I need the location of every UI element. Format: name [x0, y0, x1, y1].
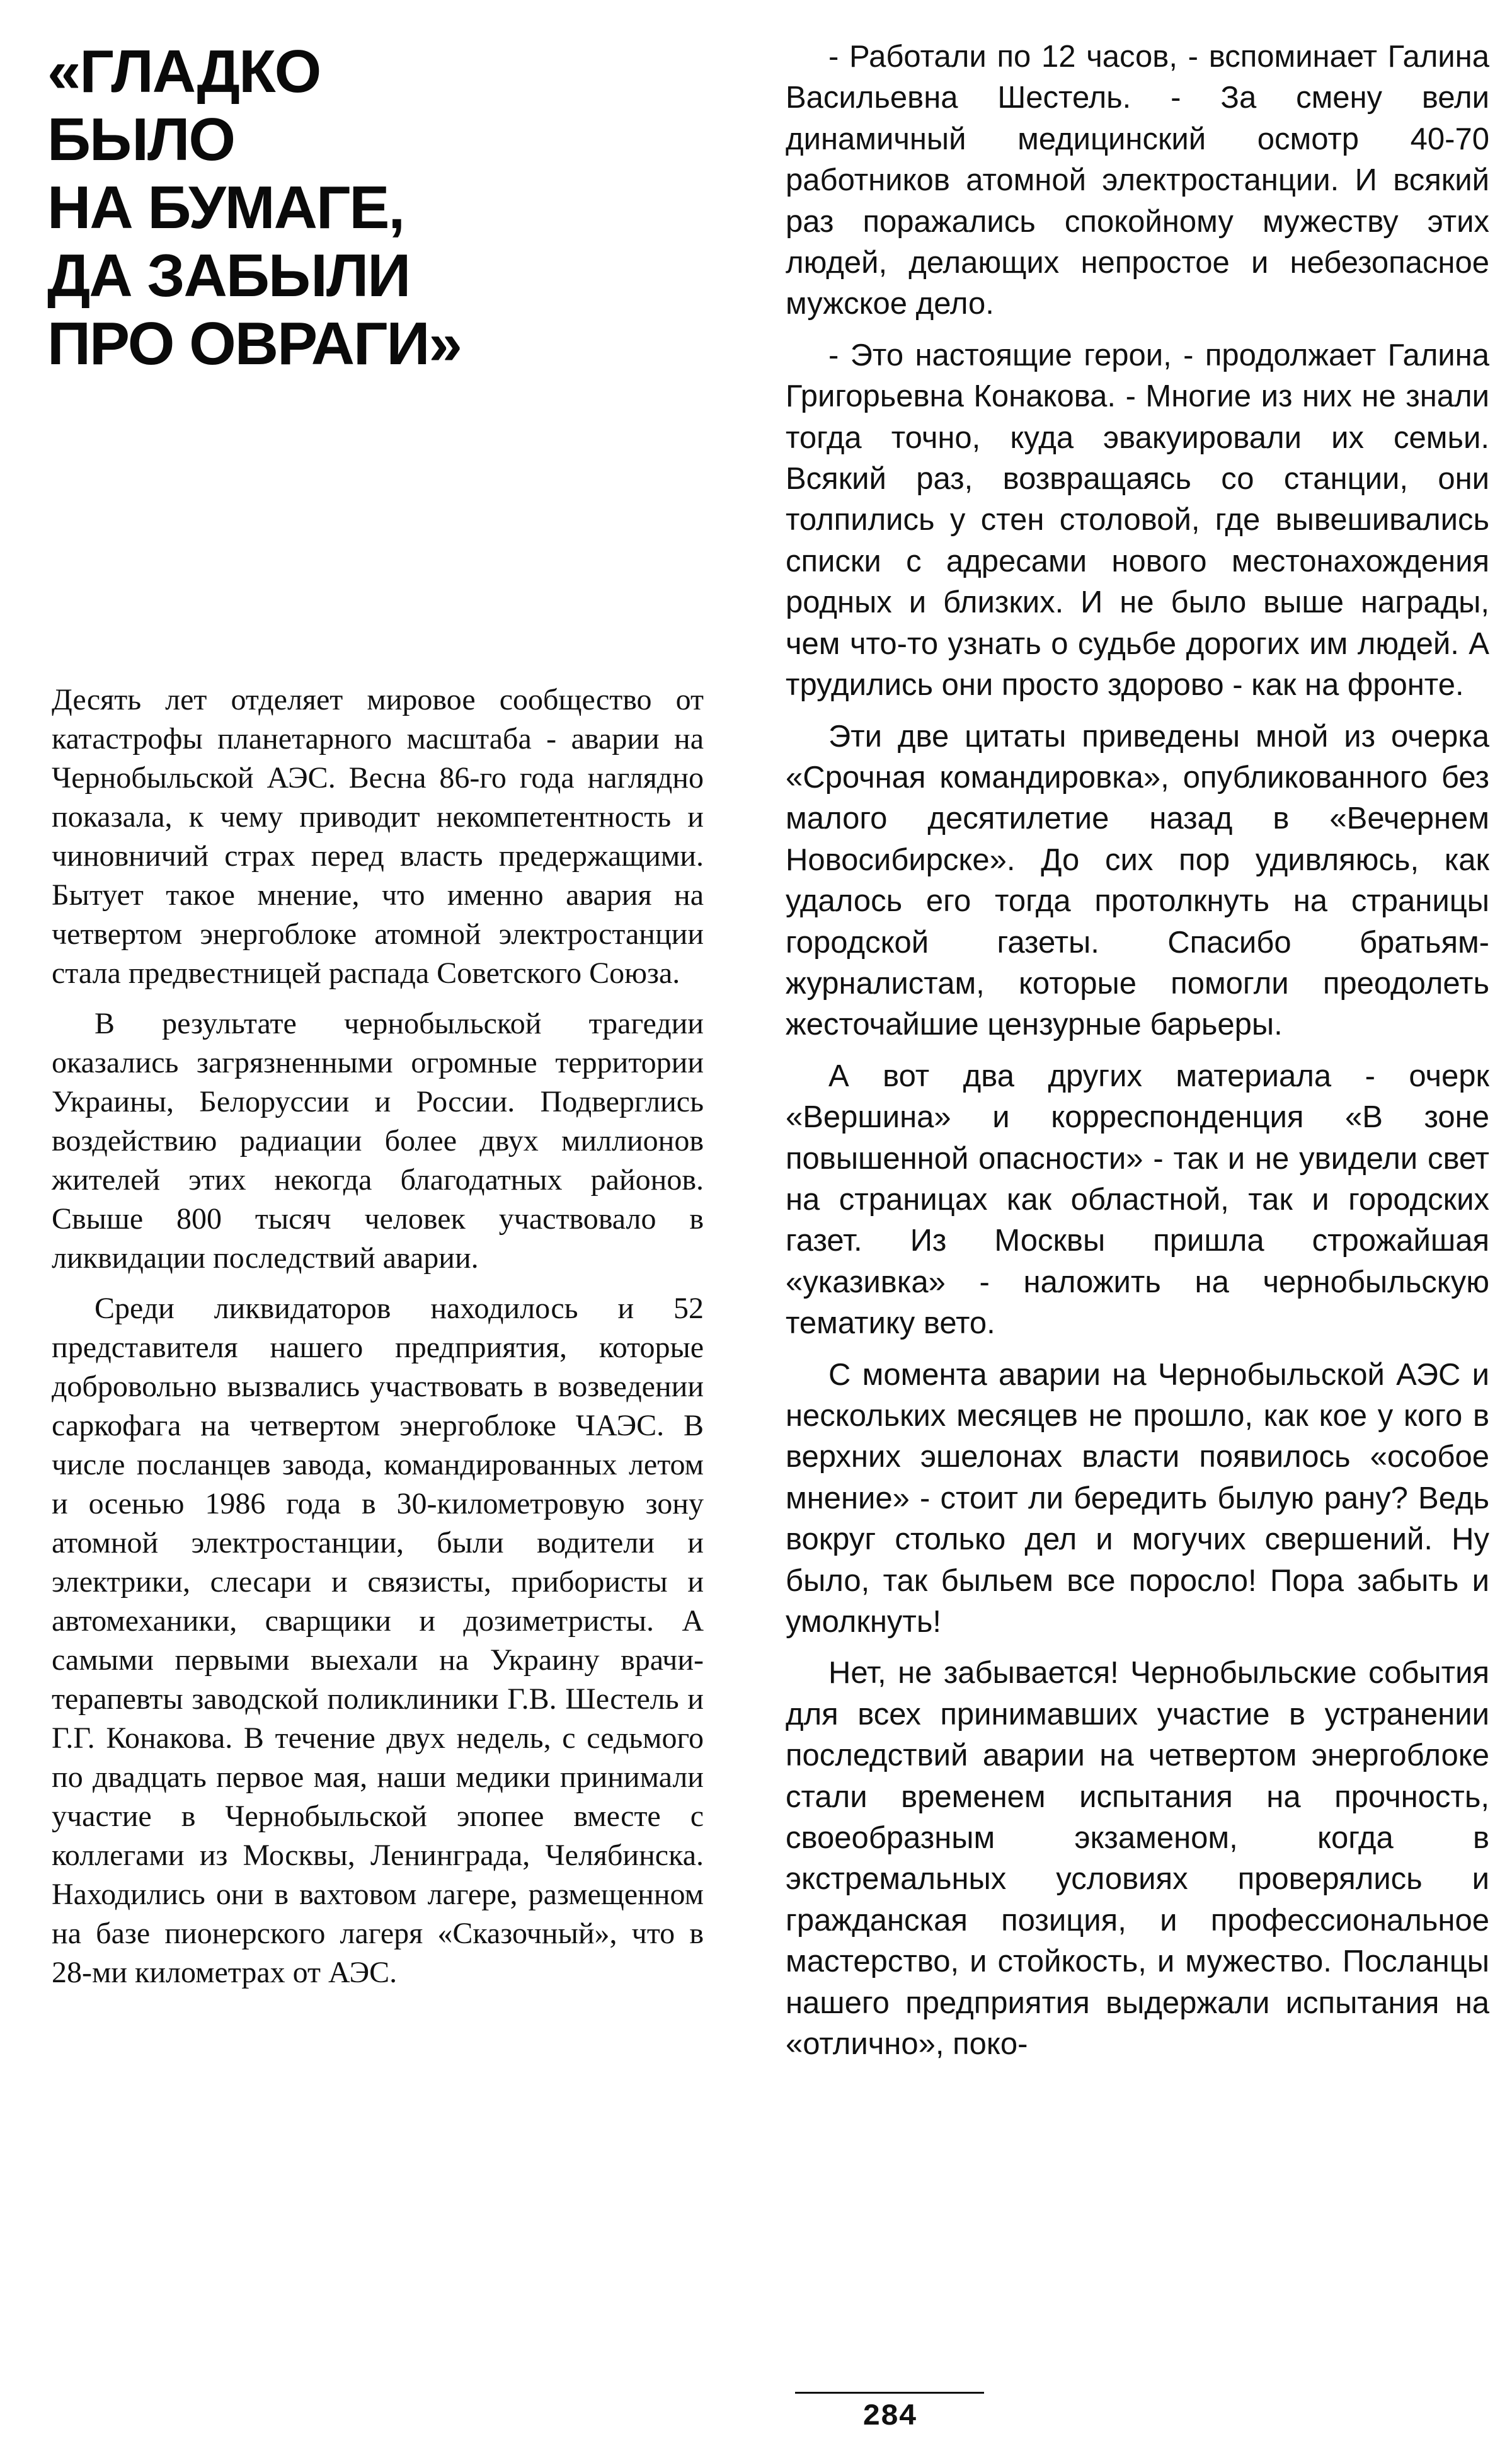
paragraph: - Работали по 12 часов, - вспоминает Галина Васильевна Шестель. - За смену вели динамичный медицинский осмотр 40-70 работников атомной электростанции. И всякий раз поражались спокойному мужеству этих людей, делающих непростое и небезопасное мужское дело. [786, 40, 1489, 321]
page-number: 284 [862, 2400, 917, 2434]
title-line: «ГЛАДКО [47, 38, 321, 105]
title-line: НА БУМАГЕ, [47, 174, 404, 241]
paragraph: А вот два других материала - очерк «Вершина» и корреспонденция «В зоне повышенной опасности» - так и не увидели свет на страницах как областной, так и городских газет. Из Москвы пришла строжайшая «указивка» - наложить на чернобыльскую тематику вето. [786, 1059, 1489, 1341]
paragraph: - Это настоящие герои, - продолжает Галина Григорьевна Конакова. - Многие из них не знали тогда точно, куда эвакуировали их семьи. Всякий раз, возвращаясь со станции, они толпились у стен столовой, где вывешивались списки с адресами нового местонахождения родных и близких. И не было выше награды, чем что-то узнать о судьбе дорогих им людей. А трудились они просто здорово - как на фронте. [786, 338, 1489, 703]
paragraph: В результате чернобыльской трагедии оказались загрязненными огромные территории Украины, Белоруссии и России. Подверглись воздействию радиации более двух миллионов жителей этих некогда благодатных районов. Свыше 800 тысяч человек участвовало в ликвидации последствий аварии. [52, 1007, 704, 1275]
paragraph: Эти две цитаты приведены мной из очерка «Срочная командировка», опубликованного без малого десятилетие назад в «Вечернем Новосибирске». До сих пор удивляюсь, как удалось его тогда протолкнуть на страницы городской газеты. Спасибо братьям-журналистам, которые помогли преодолеть жесточайшие цензурные барьеры. [786, 719, 1489, 1042]
right-text-column [786, 37, 1489, 2076]
footer-divider [795, 2392, 984, 2394]
paragraph: Нет, не забывается! Чернобыльские события для всех принимавших участие в устранении последствий аварии на четвертом энергоблоке стали временем испытания на прочность, своеобразным экзаменом, когда в экстремальных условиях проверялись и гражданская позиция, и профессиональное мастерство, и стойкость, и мужество. Посланцы нашего предприятия выдержали испытания на «отлично», поко- [786, 1656, 1489, 2062]
paragraph: С момента аварии на Чернобыльской АЭС и нескольких месяцев не прошло, как кое у кого в верхних эшелонах власти появилось «особое мнение» - стоит ли бередить былую рану? Ведь вокруг столько дел и могучих свершений. Ну было, так быльем все поросло! Пора забыть и умолкнуть! [786, 1357, 1489, 1639]
title-line: БЫЛО [47, 106, 235, 173]
title-line: ДА ЗАБЫЛИ [47, 242, 410, 309]
article-title [47, 38, 564, 378]
paragraph: Среди ликвидаторов находилось и 52 представителя нашего предприятия, которые добровольно вызвались участвовать в возведении саркофага на четвертом энергоблоке ЧАЭС. В числе посланцев завода, командированных летом и осенью 1986 года в 30-километровую зону атомной электростанции, были водители и электрики, слесари и связисты, прибористы и автомеханики, сварщики и дозиметристы. А самыми первыми выехали на Украину врачи-терапевты заводской поликлиники Г.В. Шестель и Г.Г. Конакова. В течение двух недель, с седьмого по двадцать первое мая, наши медики принимали участие в Чернобыльской эпопее вместе с коллегами из Москвы, Ленинграда, Челябинска. Находились они в вахтовом лагере, размещенном на базе пионерского лагеря «Сказочный», что в 28-ми километрах от АЭС. [52, 1292, 704, 1989]
paragraph: Десять лет отделяет мировое сообщество от катастрофы планетарного масштаба - аварии на Чернобыльской АЭС. Весна 86-го года наглядно показала, к чему приводит некомпетентность и чиновничий страх перед власть предержащими. Бытует такое мнение, что именно авария на четвертом энергоблоке атомной электростанции стала предвестницей распада Советского Союза. [52, 683, 704, 990]
left-text-column [52, 680, 704, 2004]
title-line: ПРО ОВРАГИ» [47, 310, 461, 377]
